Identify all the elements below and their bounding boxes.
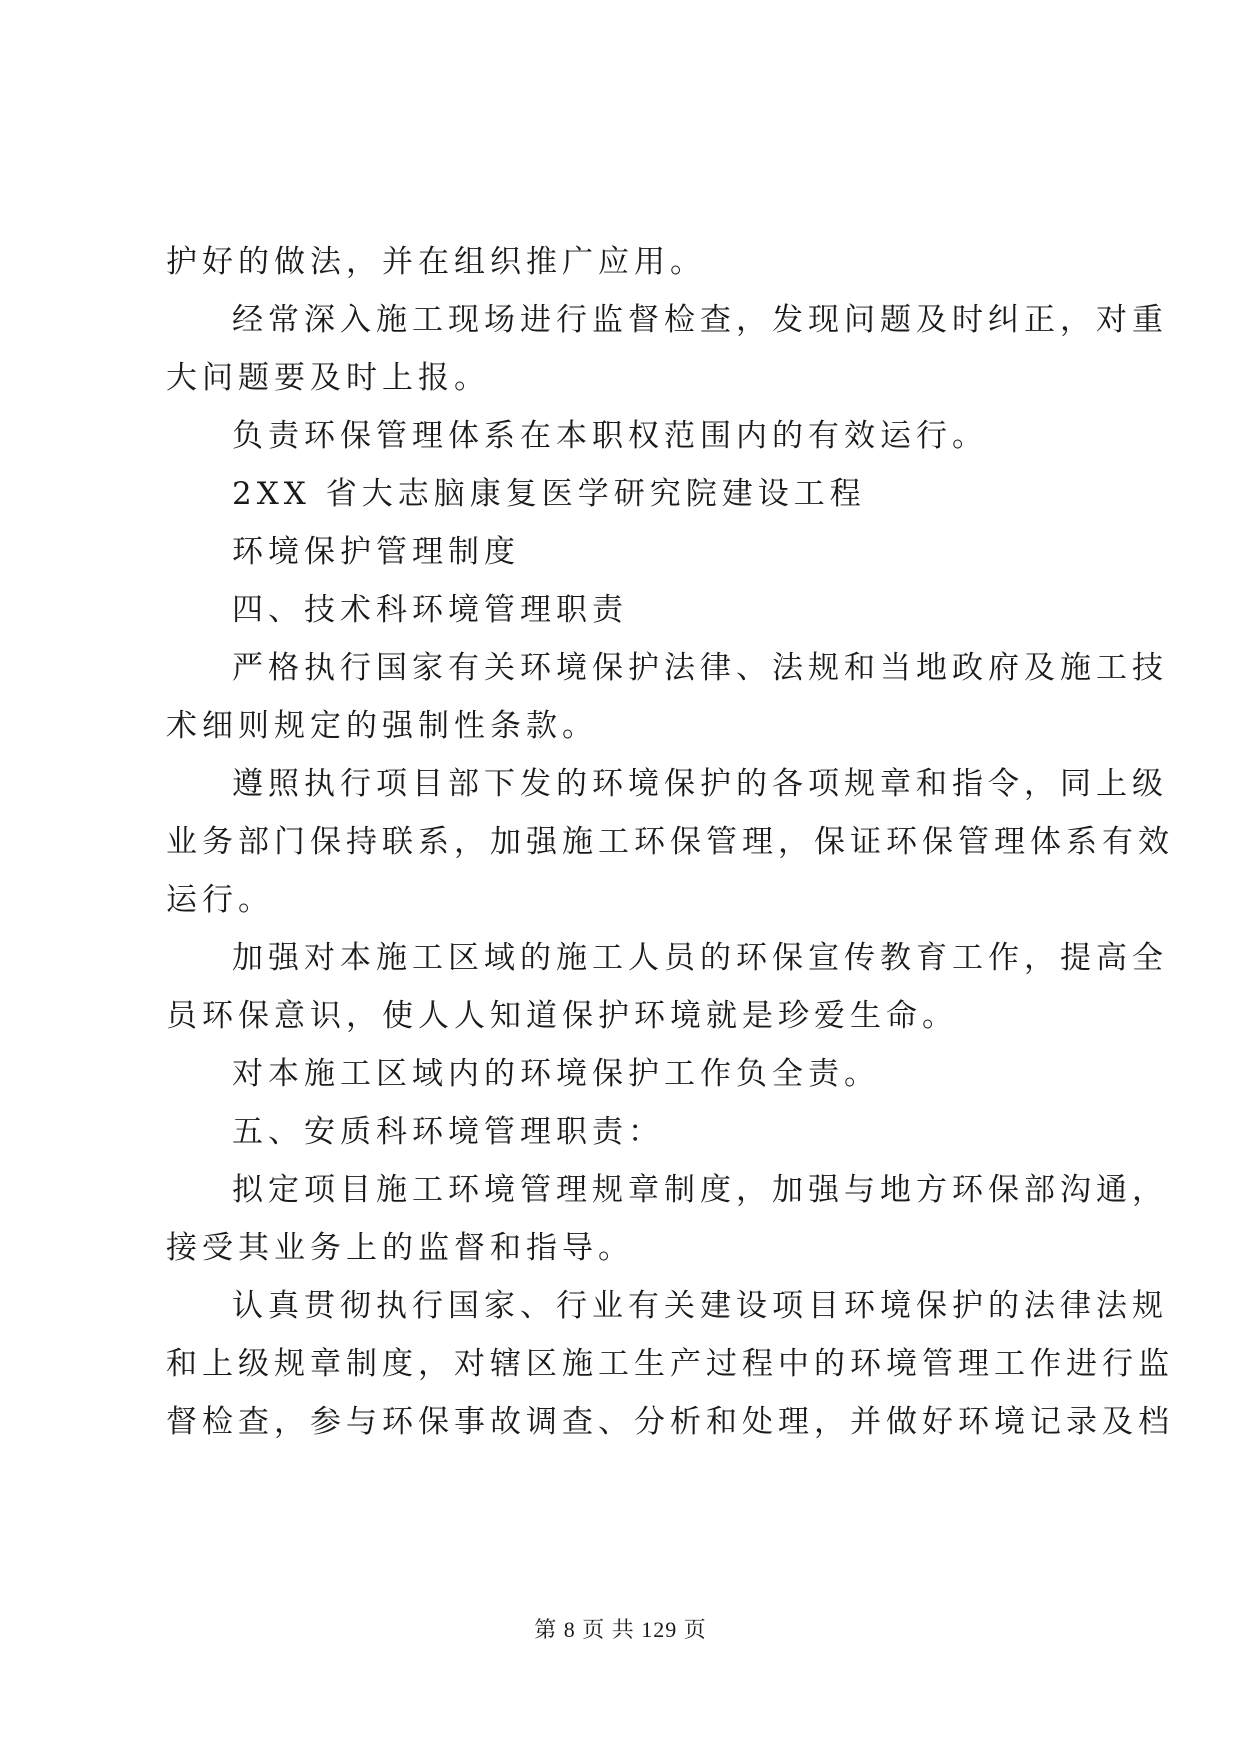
text-line: 环境保护管理制度 [232, 534, 520, 570]
text-line: 接受其业务上的监督和指导。 [166, 1230, 634, 1266]
page-number-footer: 第 8 页 共 129 页 [534, 1617, 707, 1642]
text-line: 术细则规定的强制性条款。 [166, 708, 598, 744]
text-line: 加强对本施工区域的施工人员的环保宣传教育工作，提高全 [232, 940, 1168, 976]
text-line: 对本施工区域内的环境保护工作负全责。 [232, 1056, 880, 1092]
text-line: 员环保意识，使人人知道保护环境就是珍爱生命。 [166, 998, 958, 1034]
text-line: 拟定项目施工环境管理规章制度，加强与地方环保部沟通， [232, 1172, 1168, 1208]
text-line: 遵照执行项目部下发的环境保护的各项规章和指令，同上级 [232, 766, 1168, 802]
text-line: 大问题要及时上报。 [166, 360, 490, 396]
text-line: 负责环保管理体系在本职权范围内的有效运行。 [232, 418, 988, 454]
text-line: 严格执行国家有关环境保护法律、法规和当地政府及施工技 [232, 650, 1168, 686]
text-line: 经常深入施工现场进行监督检查，发现问题及时纠正，对重 [232, 302, 1168, 338]
text-line: 业务部门保持联系，加强施工环保管理，保证环保管理体系有效 [166, 824, 1174, 860]
text-line: 认真贯彻执行国家、行业有关建设项目环境保护的法律法规 [232, 1288, 1168, 1324]
text-line: 2XX 省大志脑康复医学研究院建设工程 [232, 476, 866, 512]
text-line: 和上级规章制度，对辖区施工生产过程中的环境管理工作进行监 [166, 1346, 1174, 1382]
section-heading: 五、安质科环境管理职责： [232, 1114, 664, 1150]
text-line: 运行。 [166, 882, 274, 918]
section-heading: 四、技术科环境管理职责 [232, 592, 628, 628]
text-line: 督检查，参与环保事故调查、分析和处理，并做好环境记录及档 [166, 1404, 1174, 1440]
text-line: 护好的做法，并在组织推广应用。 [166, 244, 706, 280]
